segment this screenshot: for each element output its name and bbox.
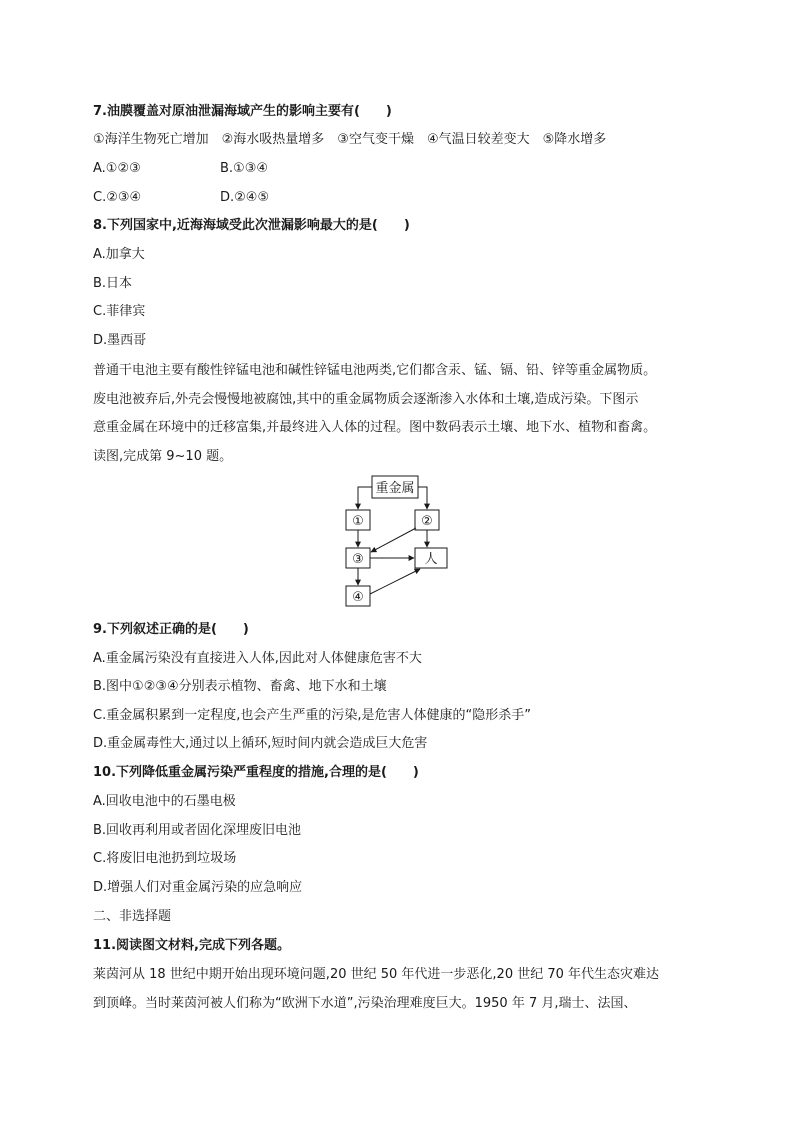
q11-line-1: 莱茵河从 18 世纪中期开始出现环境问题,20 世纪 50 年代进一步恶化,20 世纪 70 年代生态灾难达 [93, 967, 660, 982]
q10-stem: 10.下列降低重金属污染严重程度的措施,合理的是( ) [93, 765, 419, 780]
q9-option-b: B.图中①②③④分别表示植物、畜禽、地下水和土壤 [93, 679, 387, 694]
node-1 [346, 510, 370, 530]
node-human [415, 548, 447, 568]
passage-line-2: 废电池被弃后,外壳会慢慢地被腐蚀,其中的重金属物质会逐渐渗入水体和土壤,造成污染。下图示 [93, 392, 639, 407]
section-heading: 二、非选择题 [93, 909, 172, 924]
q7-option-c: C.②③④ [93, 190, 142, 205]
q11-line-2: 到顶峰。当时莱茵河被人们称为“欧洲下水道”,污染治理难度巨大。1950 年 7 月,瑞士、法国、 [93, 996, 637, 1011]
svg-text:④: ④ [352, 590, 364, 605]
arrow-heavy-metal-to-2 [418, 487, 427, 509]
node-4 [346, 586, 370, 606]
q9-option-a: A.重金属污染没有直接进入人体,因此对人体健康危害不大 [93, 651, 422, 666]
q7-option-b: B.①③④ [220, 161, 269, 176]
node-2 [415, 510, 439, 530]
heavy-metal-flow-diagram [336, 470, 456, 615]
q8-stem: 8.下列国家中,近海海域受此次泄漏影响最大的是( ) [93, 218, 410, 233]
q9-option-c: C.重金属积累到一定程度,也会产生严重的污染,是危害人体健康的“隐形杀手” [93, 708, 531, 723]
q7-statements: ①海洋生物死亡增加 ②海水吸热量增多 ③空气变干燥 ④气温日较差变大 ⑤降水增多 [93, 132, 607, 147]
svg-text:③: ③ [352, 552, 364, 567]
q7-option-a: A.①②③ [93, 161, 141, 176]
q8-option-a: A.加拿大 [93, 247, 145, 262]
passage-line-4: 读图,完成第 9~10 题。 [93, 449, 233, 464]
passage-line-3: 意重金属在环境中的迁移富集,并最终进入人体的过程。图中数码表示土壤、地下水、植物和畜禽。 [93, 420, 657, 435]
arrow-2-to-3 [371, 528, 416, 552]
q8-option-b: B.日本 [93, 276, 133, 291]
arrow-heavy-metal-to-1 [358, 487, 372, 509]
q10-option-c: C.将废旧电池扔到垃圾场 [93, 851, 237, 866]
flow-diagram-svg [336, 470, 456, 615]
q10-option-a: A.回收电池中的石墨电极 [93, 794, 236, 809]
node-heavy-metal [372, 476, 418, 498]
q11-stem: 11.阅读图文材料,完成下列各题。 [93, 938, 290, 953]
q8-option-d: D.墨西哥 [93, 333, 147, 348]
svg-text:②: ② [421, 514, 433, 529]
q9-stem: 9.下列叙述正确的是( ) [93, 622, 249, 637]
svg-text:①: ① [352, 514, 364, 529]
passage-line-1: 普通干电池主要有酸性锌锰电池和碱性锌锰电池两类,它们都含汞、锰、镉、铅、锌等重金属物质。 [93, 363, 657, 378]
q7-stem: 7.油膜覆盖对原油泄漏海域产生的影响主要有( ) [93, 104, 392, 119]
svg-text:重金属: 重金属 [375, 481, 415, 496]
svg-text:人: 人 [424, 552, 438, 567]
q10-option-b: B.回收再利用或者固化深埋废旧电池 [93, 823, 302, 838]
q9-option-d: D.重金属毒性大,通过以上循环,短时间内就会造成巨大危害 [93, 736, 428, 751]
q7-option-d: D.②④⑤ [220, 190, 270, 205]
q10-option-d: D.增强人们对重金属污染的应急响应 [93, 880, 303, 895]
arrow-4-to-human [370, 569, 420, 594]
q8-option-c: C.菲律宾 [93, 304, 146, 319]
node-3 [346, 548, 370, 568]
